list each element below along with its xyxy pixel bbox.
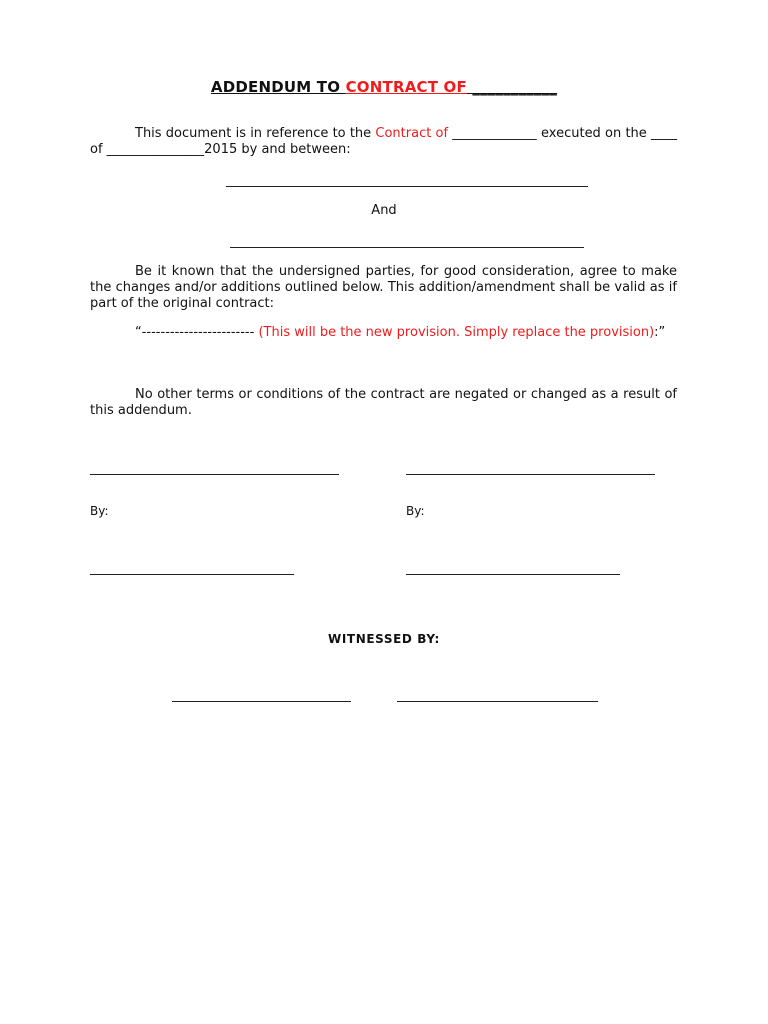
reference-contract-of: Contract of [375,126,449,141]
by-label-right: By: [406,504,425,518]
provision-close: :” [654,325,666,340]
reference-text-start: This document is in reference to the [135,126,376,141]
new-provision-paragraph [90,325,677,341]
witness-line-left [172,701,351,702]
name-line-right [406,574,620,575]
party-one-line [226,186,588,187]
document-title [0,78,768,96]
title-blank: ___________ [466,78,558,96]
by-label-left: By: [90,504,109,518]
reference-text-end: _____________ executed on the ____ of _______________2015 by and between: [90,126,678,157]
witnessed-by-heading: WITNESSED BY: [328,632,440,646]
name-line-left [90,574,294,575]
party-two-line [230,247,584,248]
consideration-paragraph: Be it known that the undersigned parties, for good consideration, agree to make the changes and/or additions outlined below. This addition/amendment shall be valid as if part of the original contract: [90,264,677,311]
and-label: And [371,203,397,218]
title-prefix: ADDENDUM TO [210,78,346,96]
provision-placeholder: (This will be the new provision. Simply replace the provision) [258,325,655,340]
title-contract-of: CONTRACT OF [345,78,467,96]
reference-paragraph [90,126,677,158]
provision-open: “------------------------ [135,325,259,340]
witness-line-right [397,701,598,702]
no-other-terms-paragraph: No other terms or conditions of the contract are negated or changed as a result of this addendum. [90,387,677,418]
signature-line-left [90,474,339,475]
signature-line-right [406,474,655,475]
